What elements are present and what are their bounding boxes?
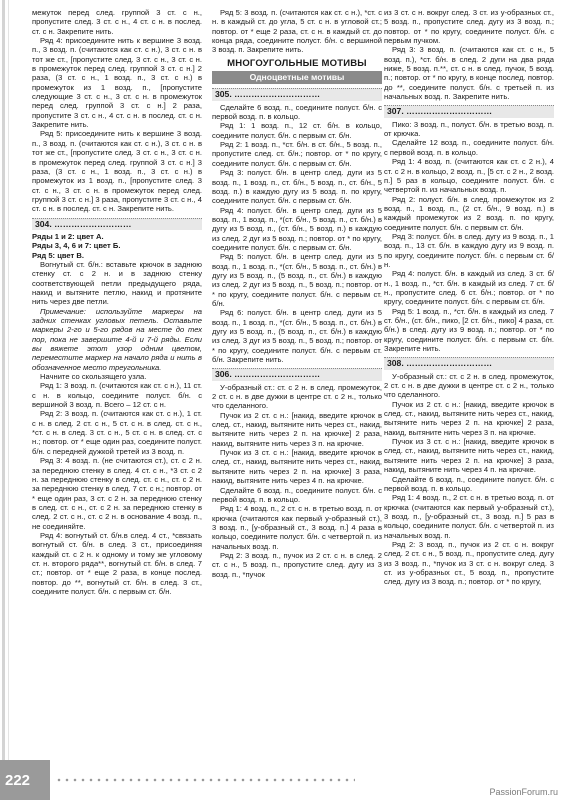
note-paragraph: Примечание: используйте маркеры на задних стенках угловых петель. Оставьте маркеры 2-го и 5-го рядов на месте до тех пор, пока не завершите 4-й и 7-й ряды. Если вы вяжете этот узор одним цветом, переместите маркер на начало ряда и нить в обозначенное место треугольника. (32, 306, 202, 372)
paragraph: У-образный ст.: ст. с 2 н. в след. промежуток, 2 ст. с н. в две дужки в центре ст. с 2 н., только что сделанного. (212, 382, 382, 411)
paragraph: Пучок из 3 ст. с н.: [накид, введите крючок в след. ст., накид, вытяните нить через ст., накид, вытяните нить через 2 п. на крючке] 3 раза, накид, вытяните нить через 4 п. на крючке. (212, 448, 382, 486)
paragraph: Ряд 2: 3 возд. п., пучок из 2 ст. с н. в след. 2 ст. с н., 5 возд. п., пропустите след. дугу из 3 возд. п., *пучок (212, 550, 382, 579)
pattern-number-306: 306. ………………………… (212, 368, 382, 380)
section-subtitle: Одноцветные мотивы (212, 71, 382, 84)
paragraph: Ряд 3: 3 возд. п. (считаются как ст. с н., 5 возд. п.), *ст. б/н. в след. 2 дуги на два ряда ниже, 5 возд. п.**, ст. с н. в след. пучок, 5 возд. п.; повтор. от * по кругу, в конце послед. повтор. до **, соедините полуст. б/н. с третьей п. из начальных возд. п. Закрепите нить. (384, 45, 554, 102)
paragraph: Ряд 2: 3 возд. п. (считаются как ст. с н.), 1 ст. с н. в след. 2 ст. с н., 5 ст. с н. в след. ст. с н., *ст. с н. в след. 3 ст. с н., 5 ст. с н. в след. ст. с н.; повтор. от * еще один раз, соедините полуст. б/н. с передней дужкой третей из 3 возд. п. (32, 409, 202, 456)
paragraph: из 3 ст. с н. вокруг след. 3 ст. из у-образных ст., 5 возд. п., пропустите след. дугу из 3 возд. п.; повтор. от * по кругу, соедините полуст. б/н. с первым пучком. (384, 8, 554, 46)
paragraph: Ряд 4: вогнутый ст. б/н.в след. 4 ст., *связать вогнутый ст. б/н. в след. 3 ст., присоединяя каждый ст. с 2 н. к одному и тому же угловому ст. н. второго ряда**, вогнутый ст. б/н. в след. 7 ст.; повтор. от * еще 2 раза, в конце послед. повтор. до **, вогнутый ст. б/н. в след. 3 ст., соедините полуст. б/н. с первым ст. б/н. (32, 530, 202, 596)
paragraph: Начните со скользящего узла. (40, 372, 147, 382)
pattern-number-305: 305. ………………………… (212, 88, 382, 100)
paragraph: Ряд 4: полуст. б/н. в каждый из след. 3 ст. б/н., 1 возд. п., *ст. б/н. в каждый из след. 7 ст. б/н., пропустите след. 6 ст. б/н.; повтор. от * по кругу, соедините полуст. б/н. с первым ст. б/н. (384, 269, 554, 307)
sidebar-stripe (0, 0, 22, 760)
text-column-1 (32, 8, 202, 750)
sidebar-decoration (0, 0, 22, 760)
watermark: PassionForum.ru (489, 787, 558, 797)
paragraph: Ряд 6: полуст. б/н. в центр след. дуги из 5 возд. п., 1 возд. п., *(ст. б/н., 5 возд. п., ст. б/н.) в дугу из 5 возд. п., (5 возд. п., ст. б/н.) в каждую из след. 3 дуг из 5 возд. п., 5 возд. п.; повтор. от * по кругу, соедините полуст. б/н. с первым ст. б/н. Закрепите нить. (212, 308, 382, 365)
paragraph: Сделайте 12 возд. п., соедините полуст. б/н. с первой возд. п. в кольцо. (384, 138, 554, 157)
paragraph: Ряд 5: полуст. б/н. в центр след. дуги из 5 возд. п., 1 возд. п., *(ст. б/н., 5 возд. п., ст. б/н.) в дугу из 5 возд. п., (5 возд. п., ст. б/н.) в каждую из след. 2 дуг из 5 возд. п., 5 возд. п.; повтор. от * по кругу, соедините полуст. б/н. с первым ст. б/н. (212, 252, 382, 308)
paragraph: Ряд 5: 1 возд. п., *ст. б/н. в каждый из след. 7 ст. б/н., (ст. б/н., пико, [2 ст. б/н., пико] 4 раза, ст. б/н.) в след. дугу из 9 возд. п.; повтор. от * по кругу, соедините полуст. б/н. с первым ст. б/н. Закрепите нить. (384, 306, 554, 354)
paragraph: Ряд 2: полуст. б/н. в след. промежуток из 2 возд. п., 1 возд. п., (2 ст. б/н., 9 возд. п.) в каждый промежуток из 2 возд. п. по кругу, соедините полуст. б/н. с первым ст. б/н. (384, 194, 554, 232)
paragraph: Ряд 5: присоедините нить к вершине 3 возд. п., 3 возд. п. (считаются как ст. с н.), 3 ст. с н. в тот же ст., [пропустите след. 3 ст. с н., 3 ст. с н. в промежуток перед след. группой 3 ст. с н.] 3 раза, (3 ст. с н., 1 возд. п., 3 ст. с н.) в промежуток из 1 возд. п., [пропустите след. 3 ст. с н., 3 ст. с н. в промежуток перед след. группой 3 ст. с н.] 3 раза, пропустите 3 ст. с н., 4 ст. с н. в послед. ст. с н. Закрепите нить. (32, 129, 202, 214)
page-footer (0, 760, 566, 800)
paragraph: Пучок из 2 ст. с н.: [накид, введите крючок в след. ст., накид, вытяните нить через ст., накид, вытяните нить через 2 п. на крючке] 2 раза, накид, вытяните нить через 3 п. на крючке. (212, 410, 382, 448)
page-number: 222 (5, 772, 31, 789)
pattern-number-307: 307. ………………………… (384, 105, 554, 117)
text-column-2 (212, 8, 382, 783)
color-note: Ряды 3, 4, 6 и 7: цвет Б. (32, 241, 121, 251)
dotted-divider (55, 778, 355, 782)
paragraph: Ряд 1: 1 возд. п., 12 ст. б/н. в кольцо, соедините полуст. б/н. с первым ст. б/н. (212, 121, 382, 140)
paragraph: Ряд 5: 3 возд. п. (считаются как ст. с н.), *ст. с н. в каждый ст. до угла, 5 ст. с н. в угловой ст.; повтор. от * еще 2 раза, ст. с н. в каждый ст. до конца ряда, соедините полуст. б/н. с вершиной 3 возд. п. Закрепите нить. (212, 8, 382, 55)
paragraph: Вогнутый ст. б/н.: вставьте крючок в заднюю стенку ст. с 2 н. и в заднюю стенку соответствующей петли предыдущего ряда, накид и вытяните петлю, накид и протяните нить через две петли. (32, 259, 202, 307)
paragraph: межуток перед след. группой 3 ст. с н., пропустите след. 3 ст. с н., 4 ст. с н. в послед. ст. с н. Закрепите нить. (32, 8, 202, 36)
paragraph: Ряд 1: 4 возд. п., 2 ст. с н. в третью возд. п. от крючка (считаются как первый у-образный ст.), 3 возд. п., [у-образный ст., 3 возд. п.] 5 раз в кольцо, соедините полуст. б/н. с четвертой п. из начальных возд. п. (384, 493, 554, 540)
paragraph: Пучок из 2 ст. с н.: [накид, введите крючок в след. ст., накид, вытяните нить через ст., накид, вытяните нить через 2 п. на крючке] 2 раза, накид, вытяните нить через 3 п. на крючке. (384, 399, 554, 437)
paragraph: Ряд 2: 3 возд. п., пучок из 2 ст. с н. вокруг след. 2 ст. с н., 5 возд. п., пропустите след. дугу из 3 возд. п., *пучок из 3 ст. с н. вокруг след. 3 ст. из у-образных ст., 5 возд. п., пропустите след. дугу из 3 возд. п.; повтор. от * по кругу, (384, 539, 554, 587)
color-note: Ряд 5: цвет В. (32, 250, 84, 260)
paragraph: Ряд 1: 3 возд. п. (считаются как ст. с н.), 11 ст. с н. в кольцо, соедините полуст. б/н. с вершиной 3 возд. п. Всего – 12 ст. с н. (32, 381, 202, 410)
pattern-number-308: 308. ………………………… (384, 357, 554, 369)
paragraph: Ряд 4: полуст. б/н. в центр след. дуги из 5 возд. п., 1 возд. п., *(ст. б/н., 5 возд. п., ст. б/н.) в дугу из 5 возд. п., (ст. б/н., 5 возд. п.) в каждую из след. 2 дуг из 5 возд. п.; повтор. от * по кругу, соедините полуст. б/н. с первым ст. б/н. (212, 205, 382, 252)
paragraph: Ряд 3: 4 возд. п. (не считаются ст.), ст. с 2 н. за переднюю стенку в след. 4 ст. с н., *3 ст. с 2 н. за переднюю стенку в след. ст. с н., ст. с 2 н. за переднюю стенку в след. 7 ст. с н.; повтор. от * еще один раз, 3 ст. с 2 н. за переднюю стенку в след. ст. с н., ст. с 2 н. за переднюю стенку в след. 2 ст. с н., ст. с 2 н. в основание 4 возд. п., не соединяйте. (32, 456, 202, 531)
paragraph: Ряд 1: 4 возд. п., 2 ст. с н. в третью возд. п. от крючка (считаются как первый у-образный ст.), 3 возд. п., [у-образный ст., 3 возд. п.] 4 раза в кольцо, соедините полуст. б/н. с четвертой п. из начальных возд. п. (212, 504, 382, 551)
paragraph: Сделайте 6 возд. п., соедините полуст. б/н. с первой возд. п. в кольцо. (384, 474, 554, 493)
paragraph: Пико: 3 возд. п., полуст. б/н. в третью возд. п. от крючка. (384, 119, 554, 139)
text-column-3 (384, 8, 554, 783)
paragraph: Сделайте 6 возд. п., соедините полуст. б/н. с первой возд. п. в кольцо. (212, 102, 382, 122)
paragraph: Ряд 2: 1 возд. п., *ст. б/н. в ст. б/н., 5 возд. п., пропустите след. ст. б/н.; повтор. от * по кругу, соедините полуст. б/н. с первым ст. б/н. (212, 140, 382, 168)
paragraph: Сделайте 6 возд. п., соедините полуст. б/н. с первой возд. п. в кольцо. (212, 485, 382, 504)
paragraph: У-образный ст.: ст. с 2 н. в след. промежуток, 2 ст. с н. в две дужки в центре ст. с 2 н., только что сделанного. (384, 371, 554, 400)
section-title: МНОГОУГОЛЬНЫЕ МОТИВЫ (227, 57, 367, 69)
pattern-number-304: 304. ……………………… (32, 218, 202, 230)
paragraph: Ряд 1: 4 возд. п. (считаются как ст. с 2 н.), 4 ст. с 2 н. в кольцо, 2 возд. п., [5 ст. с 2 н., 2 возд. п.] 5 раз в кольцо, соедините полуст. б/н. с четвертой п. из начальных возд. п. (384, 157, 554, 195)
paragraph: Ряд 3: полуст. б/н. в след. дугу из 9 возд. п., 1 возд. п., 13 ст. б/н. в каждую дугу из 9 возд. п. по кругу, соедините полуст. б/н. с первым ст. б/н. (384, 231, 554, 269)
paragraph: Пучок из 3 ст. с н.: [накид, введите крючок в след. ст., накид, вытяните нить через ст., накид, вытяните нить через 2 п. на крючке] 3 раза, накид, вытяните нить через 4 п. на крючке. (384, 437, 554, 475)
color-note: Ряды 1 и 2: цвет А. (32, 231, 104, 241)
paragraph: Ряд 3: полуст. б/н. в центр след. дуги из 5 возд. п., 1 возд. п., ст. б/н., 5 возд. п., ст. б/н., 5 возд. п.) в каждую дугу из 5 возд. п. по кругу, соедините полуст. б/н. с первым ст. б/н. (212, 168, 382, 206)
paragraph: Ряд 4: присоедините нить к вершине 3 возд. п., 3 возд. п. (считаются как ст. с н.), 3 ст. с н. в тот же ст., [пропустите след. 3 ст. с н., 3 ст. с н. в промежуток перед след. группой 3 ст. с н.] 2 раза, (3 ст. с н., 1 возд. п., 3 ст. с н.) в промежуток из 1 возд. п., [пропустите следующие 3 ст. с н., 3 ст. с н. в промежуток перед след. группой 3 ст. с н.] 2 раза, пропустите 3 ст. с н., 4 ст. с н. в послед. ст. с н. Закрепите нить. (32, 36, 202, 130)
